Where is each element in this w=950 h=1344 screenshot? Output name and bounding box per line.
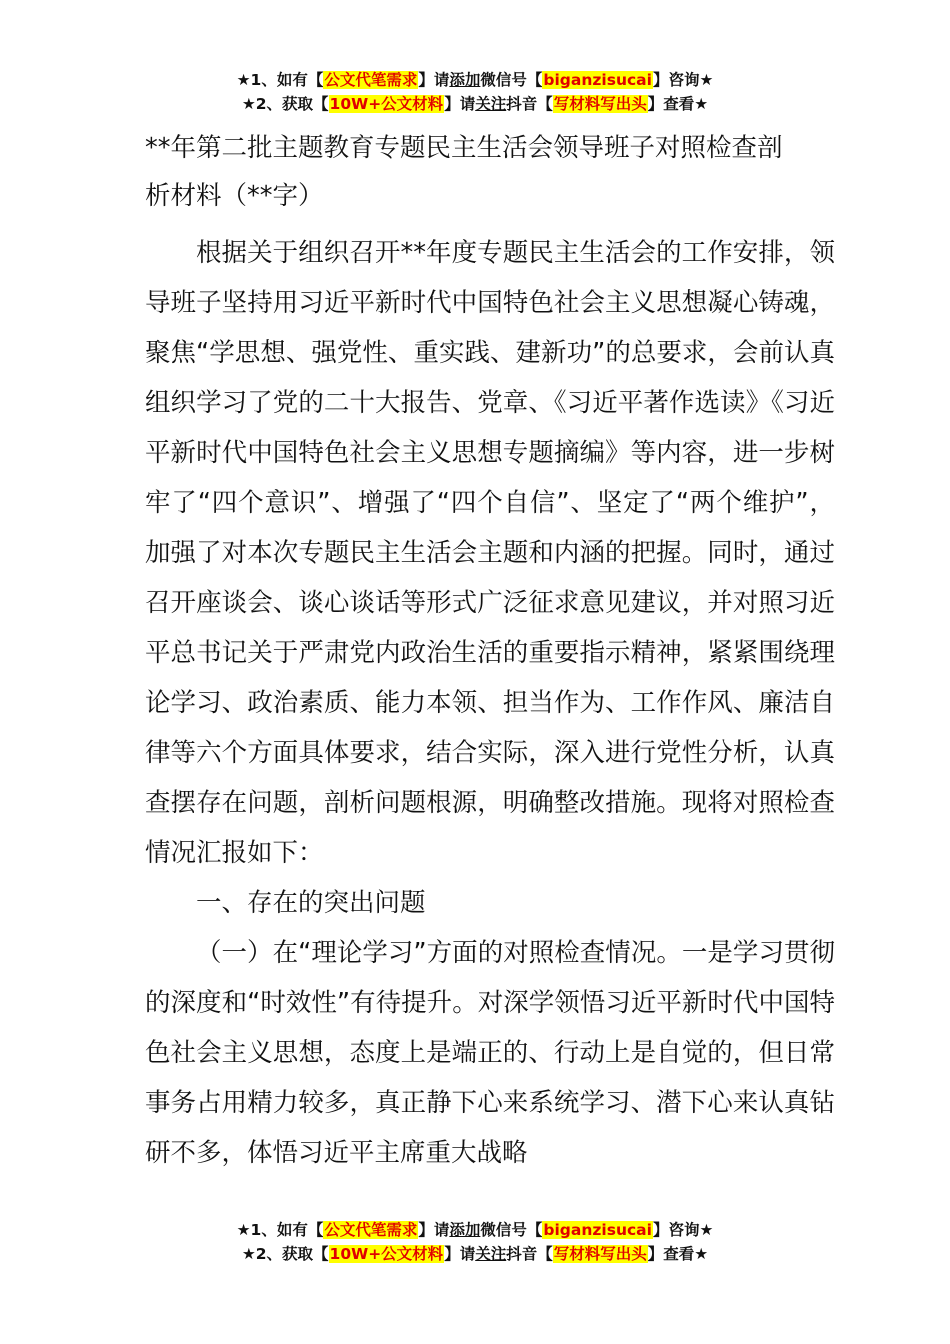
banner-text: ★1、如有【 [236,71,324,89]
document-title [145,124,835,220]
banner-highlight: 10W+公文材料 [329,1245,444,1263]
banner-highlight: 写材料写出头 [553,1245,647,1263]
banner-text: 】请 [444,1245,476,1263]
banner-text: ★2、获取【 [241,1245,329,1263]
intro-paragraph: 根据关于组织召开**年度专题民主生活会的工作安排，领导班子坚持用习近平新时代中国特色社会主义思想凝心铸魂，聚焦“学思想、强党性、重实践、建新功”的总要求，会前认真组织学习了党的二十大报告、党章、《习近平著作选读》《习近平新时代中国特色社会主义思想专题摘编》等内容，进一步树牢了“四个意识”、增强了“四个自信”、坚定了“两个维护”，加强了对本次专题民主生活会主题和内涵的把握。同时，通过召开座谈会、谈心谈话等形式广泛征求意见建议，并对照习近平总书记关于严肃党内政治生活的重要指示精神，紧紧围绕理论学习、政治素质、能力本领、担当作为、工作作风、廉洁自律等六个方面具体要求，结合实际，深入进行党性分析，认真查摆存在问题，剖析问题根源，明确整改措施。现将对照检查情况汇报如下： [145,238,835,868]
banner-text: 】请 [418,1221,450,1239]
banner-line-1 [0,68,950,92]
banner-text: 】请 [418,71,450,89]
banner-text: 】请 [444,95,476,113]
banner-text: 】咨询★ [652,1221,714,1239]
banner-text: ★2、获取【 [241,95,329,113]
title-line: 析材料（**字） [145,181,324,211]
section-paragraph: （一）在“理论学习”方面的对照检查情况。一是学习贯彻的深度和“时效性”有待提升。对深学领悟习近平新时代中国特色社会主义思想，态度上是端正的、行动上是自觉的，但日常事务占用精力较多，真正静下心来系统学习、潜下心来认真钻研不多，体悟习近平主席重大战略 [145,938,835,1168]
document-body [145,124,835,1178]
banner-highlight: biganzisucai [543,1221,652,1239]
banner-line-2 [0,92,950,116]
banner-emphasis: 添加 [449,1221,481,1239]
banner-text: 抖音【 [506,95,553,113]
banner-highlight: biganzisucai [543,71,652,89]
banner-highlight: 写材料写出头 [553,95,647,113]
banner-highlight: 公文代笔需求 [324,1221,418,1239]
banner-emphasis: 关注 [475,95,507,113]
banner-text: 】咨询★ [652,71,714,89]
banner-highlight: 10W+公文材料 [329,95,444,113]
banner-text: ★1、如有【 [236,1221,324,1239]
bottom-banner [0,1218,950,1266]
top-banner [0,68,950,116]
banner-line-1 [0,1218,950,1242]
banner-line-2 [0,1242,950,1266]
banner-text: 】查看★ [647,1245,709,1263]
banner-text: 】查看★ [647,95,709,113]
banner-emphasis: 添加 [449,71,481,89]
banner-text: 微信号【 [480,71,543,89]
banner-text: 抖音【 [506,1245,553,1263]
banner-text: 微信号【 [480,1221,543,1239]
section-heading: 一、存在的突出问题 [196,888,426,918]
banner-highlight: 公文代笔需求 [324,71,418,89]
title-line: **年第二批主题教育专题民主生活会领导班子对照检查剖 [145,133,783,163]
banner-emphasis: 关注 [475,1245,507,1263]
